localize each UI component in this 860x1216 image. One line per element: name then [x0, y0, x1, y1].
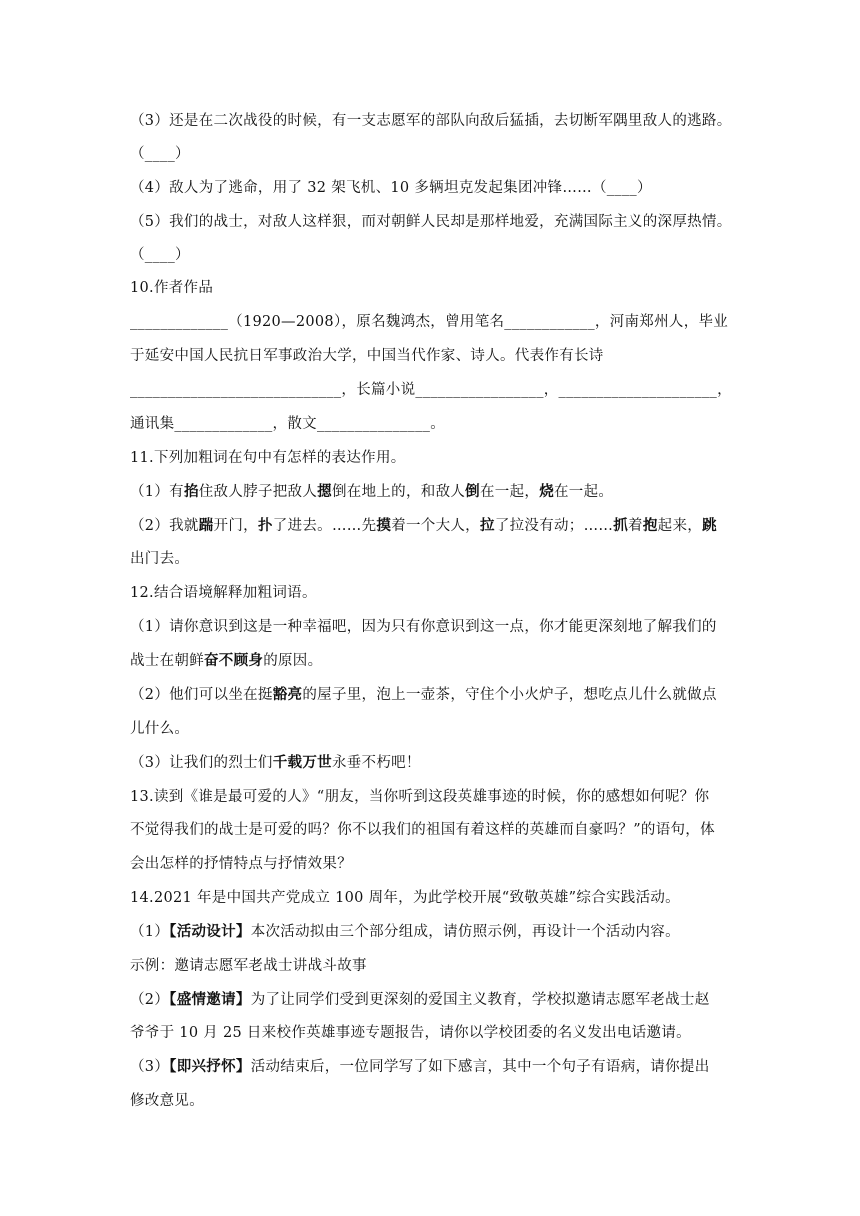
bold-heading: 【即兴抒怀】 — [169, 1059, 251, 1075]
q14-item3-line1 — [130, 1057, 732, 1077]
q12-item3-text: （3）让我们的烈士们 — [130, 755, 273, 771]
q9-item5-line1: （5）我们的战士，对敌人这样狠，而对朝鲜人民却是那样地爱，充满国际主义的深厚热情。 — [130, 214, 732, 230]
bold-word: 倒 — [465, 484, 480, 500]
bold-word: 烧 — [539, 484, 554, 500]
q12-item1-line1: （1）请你意识到这是一种幸福吧，因为只有你意识到这一点，你才能更深刻地了解我们的 — [130, 619, 717, 635]
bold-word: 摁 — [317, 484, 332, 500]
bold-word: 奋不顾身 — [204, 653, 264, 669]
q11-item2-line2: 出门去。 — [130, 551, 190, 567]
q12-item1-line2 — [130, 651, 732, 671]
q12-item2-line2: 儿什么。 — [130, 721, 190, 737]
q12-item2-text: （2）他们可以坐在挺 — [130, 687, 273, 703]
q11-item1-text: 在一起。 — [554, 484, 614, 500]
q9-item3-answer-blank: （____） — [130, 146, 190, 162]
q11-item2-text: （2）我就 — [130, 518, 199, 534]
q11-item2-text: 了拉没有动；…… — [494, 518, 614, 534]
q12-item1-text: 的原因。 — [263, 653, 323, 669]
q11-item1-text: 在一起， — [479, 484, 540, 500]
bold-word: 豁亮 — [272, 687, 303, 703]
q9-item5-answer-blank: （____） — [130, 247, 190, 263]
q11-item1-text: 倒在地上的，和敌人 — [331, 484, 466, 500]
bold-heading: 【活动设计】 — [169, 924, 251, 940]
bold-word: 掐 — [183, 484, 199, 500]
q10-line4: 通讯集_____________，散文_______________。 — [130, 416, 445, 432]
q12-item3-text: 永垂不朽吧！ — [331, 755, 421, 771]
bold-word: 踹 — [198, 518, 214, 534]
q14-item2-line1 — [130, 990, 732, 1010]
q11-item1 — [130, 482, 732, 502]
q14-title: 14.2021 年是中国共产党成立 100 周年，为此学校开展“致敬英雄”综合实践活动。 — [130, 890, 680, 906]
q12-item2-line1 — [130, 685, 732, 705]
bold-word: 抱 — [642, 518, 658, 534]
q13-line3: 会出怎样的抒情特点与抒情效果？ — [130, 856, 352, 872]
q10-line1: _____________（1920—2008），原名魏鸿杰，曾用笔名____________，河南郑州人，毕业 — [130, 314, 729, 330]
q11-item1-text: （1）有 — [130, 484, 184, 500]
q14-item1-text: 本次活动拟由三个部分组成，请仿照示例，再设计一个活动内容。 — [250, 924, 680, 940]
q11-title: 11.下列加粗词在句中有怎样的表达作用。 — [130, 450, 406, 466]
q14-item1-text: （1） — [130, 924, 170, 940]
q10-title: 10.作者作品 — [130, 280, 214, 296]
q10-line2: 于延安中国人民抗日军事政治大学，中国当代作家、诗人。代表作有长诗 — [130, 348, 604, 364]
q12-item2-text: 的屋子里，泡上一壶茶，守住个小火炉子，想吃点儿什么就做点 — [302, 687, 717, 703]
q10-line3: ____________________________，长篇小说_________________，_____________________， — [130, 382, 732, 398]
q11-item2-line1 — [130, 516, 732, 536]
q13-line1: 13.读到《谁是最可爱的人》“朋友，当你听到这段英雄事迹的时候，你的感想如何呢？你 — [130, 789, 710, 805]
q14-item2-text: 为了让同学们受到更深刻的爱国主义教育，学校拟邀请志愿军老战士赵 — [250, 992, 710, 1008]
bold-word: 摸 — [376, 518, 392, 534]
bold-word: 拉 — [480, 518, 495, 534]
q9-item4: （4）敌人为了逃命，用了 32 架飞机、10 多辆坦克发起集团冲锋……（____） — [130, 180, 652, 196]
q11-item2-text: 着 — [628, 518, 643, 534]
q9-item3-line1: （3）还是在二次战役的时候，有一支志愿军的部队向敌后猛插，去切断军隅里敌人的逃路。 — [130, 113, 732, 129]
bold-word: 跳 — [702, 518, 717, 534]
q11-item2-text: 开门， — [213, 518, 258, 534]
q11-item2-text: 起来， — [657, 518, 703, 534]
q12-item3 — [130, 753, 732, 773]
q14-item3-line2: 修改意见。 — [130, 1093, 204, 1109]
bold-word: 扑 — [257, 518, 273, 534]
q11-item1-text: 住敌人脖子把敌人 — [198, 484, 318, 500]
q14-item1 — [130, 922, 732, 942]
bold-heading: 【盛情邀请】 — [169, 992, 251, 1008]
q12-item1-text: 战士在朝鲜 — [130, 653, 204, 669]
q14-item3-text: 活动结束后，一位同学写了如下感言，其中一个句子有语病，请你提出 — [250, 1059, 710, 1075]
bold-word: 抓 — [613, 518, 629, 534]
q14-item2-text: （2） — [130, 992, 170, 1008]
bold-word: 千载万世 — [272, 755, 332, 771]
q13-line2: 不觉得我们的战士是可爱的吗？你不以我们的祖国有着这样的英雄而自豪吗？”的语句，体 — [130, 822, 715, 838]
q14-item3-text: （3） — [130, 1059, 170, 1075]
q12-title: 12.结合语境解释加粗词语。 — [130, 585, 317, 601]
q14-item2-line2: 爷爷于 10 月 25 日来校作英雄事迹专题报告，请你以学校团委的名义发出电话邀请。 — [130, 1025, 691, 1041]
q11-item2-text: 着一个大人， — [391, 518, 480, 534]
q11-item2-text: 了进去。……先 — [272, 518, 377, 534]
q14-example: 示例：邀请志愿军老战士讲战斗故事 — [130, 958, 367, 974]
